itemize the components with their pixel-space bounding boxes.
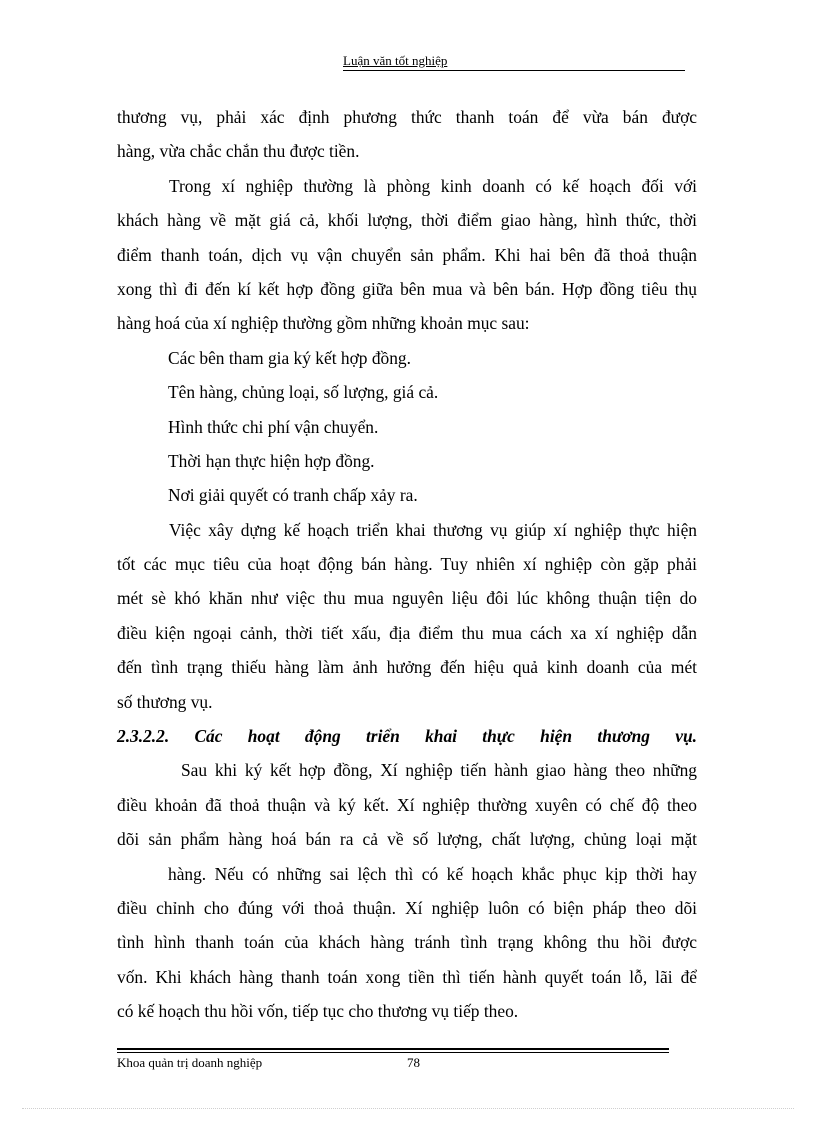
page-header [343,53,685,71]
text-line: điều kiện ngoại cảnh, thời tiết xấu, địa điểm thu mua cách xa xí nghiệp dẫn [117,622,697,643]
text-line: Hình thức chi phí vận chuyển. [168,416,379,437]
footer-rule [117,1048,669,1050]
text-line: hàng, vừa chắc chắn thu được tiền. [117,141,360,162]
text-line: có kế hoạch thu hồi vốn, tiếp tục cho thương vụ tiếp theo. [117,1001,519,1022]
text-line: điều chỉnh cho đúng với thoả thuận. Xí nghiệp luôn có biện pháp theo dõi [117,897,697,918]
text-line: Các bên tham gia ký kết hợp đồng. [168,347,411,368]
text-line: Tên hàng, chủng loại, số lượng, giá cả. [168,382,439,403]
text-line: Sau khi ký kết hợp đồng, Xí nghiệp tiến hành giao hàng theo những [181,760,697,781]
text-line: thương vụ, phải xác định phương thức thanh toán để vừa bán được [117,107,697,127]
text-line: hàng hoá của xí nghiệp thường gồm những khoản mục sau: [117,313,530,334]
header-title: Luận văn tốt nghiệp [343,53,448,68]
text-line: Trong xí nghiệp thường là phòng kinh doanh có kế hoạch đối với [169,175,697,196]
text-line: vốn. Khi khách hàng thanh toán xong tiền thì tiến hành quyết toán lỗ, lãi để [117,966,697,987]
text-line: đến tình trạng thiếu hàng làm ảnh hưởng đến hiệu quả kinh doanh của mét [117,657,697,678]
text-line: Nơi giải quyết có tranh chấp xảy ra. [168,485,418,506]
text-line: mét sè khó khăn như việc thu mua nguyên liệu đôi lúc không thuận tiện do [117,588,697,609]
text-line: Thời hạn thực hiện hợp đồng. [168,450,375,471]
text-line: số thương vụ. [117,691,213,712]
footer-rule-thin [117,1052,669,1053]
text-line: điểm thanh toán, dịch vụ vận chuyển sản phẩm. Khi hai bên đã thoả thuận [117,244,697,265]
page-number: 78 [407,1055,420,1070]
text-line: tình hình thanh toán của khách hàng tránh tình trạng không thu hồi được [117,932,697,953]
page-boundary [22,1108,794,1109]
text-line: tốt các mục tiêu của hoạt động bán hàng. Tuy nhiên xí nghiệp còn gặp phải [117,554,697,575]
text-line: hàng. Nếu có những sai lệch thì có kế hoạch khắc phục kịp thời hay [168,863,697,884]
text-line: khách hàng về mặt giá cả, khối lượng, thời điểm giao hàng, hình thức, thời [117,210,697,231]
body-text [117,100,697,1029]
footer-department: Khoa quản trị doanh nghiệp [117,1055,263,1070]
text-line: điều khoản đã thoả thuận và ký kết. Xí nghiệp thường xuyên có chế độ theo [117,794,697,815]
section-heading: 2.3.2.2. Các hoạt động triển khai thực hiện thương vụ. [117,726,697,747]
text-line: xong thì đi đến kí kết hợp đồng giữa bên mua và bên bán. Hợp đồng tiêu thụ [117,278,697,299]
page-footer [117,1055,677,1071]
text-line: dõi sản phẩm hàng hoá bán ra cả về số lượng, chất lượng, chủng loại mặt [117,829,697,850]
text-line: Việc xây dựng kế hoạch triển khai thương vụ giúp xí nghiệp thực hiện [169,519,697,540]
